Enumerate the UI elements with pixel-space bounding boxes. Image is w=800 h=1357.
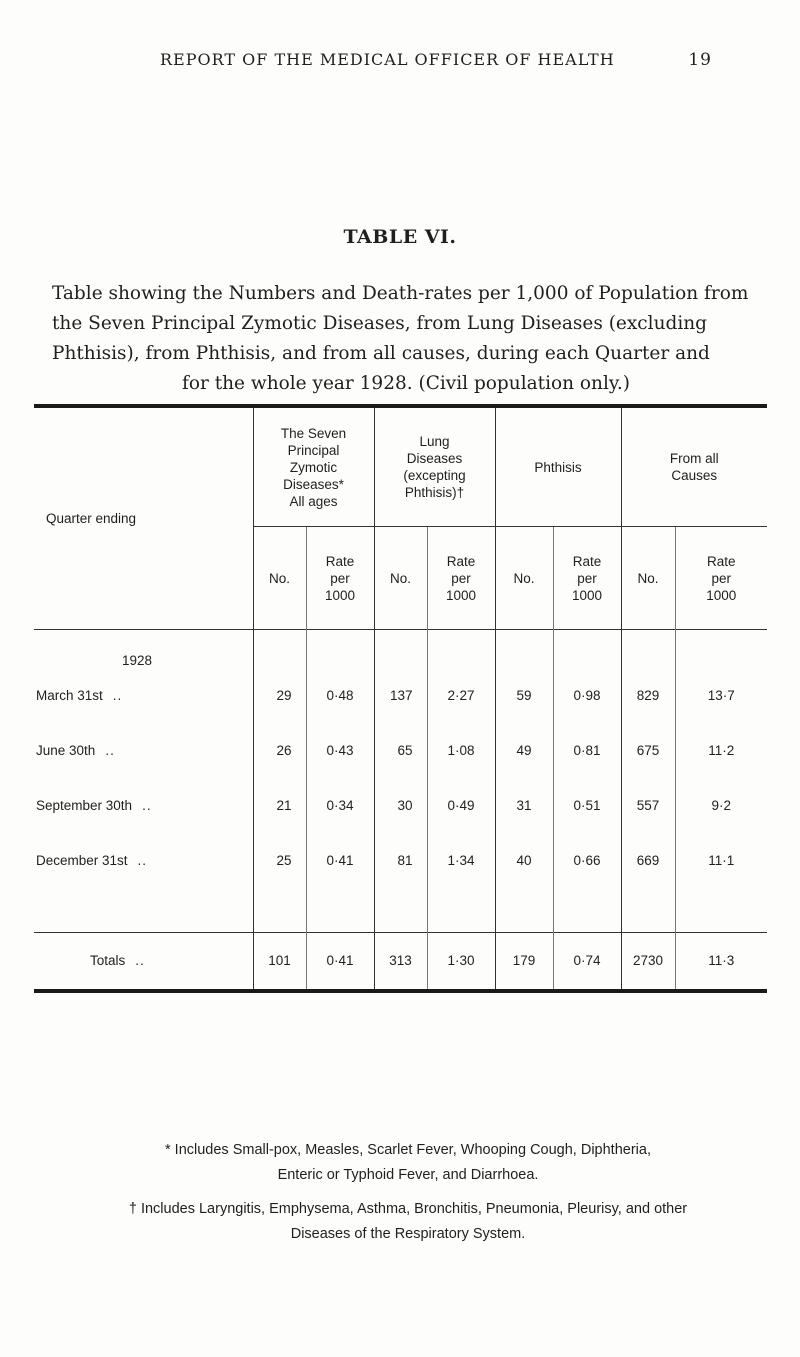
phthisis-no: 40 bbox=[495, 833, 553, 888]
zymotic-no: 29 bbox=[253, 668, 306, 723]
zymotic-header: The Seven Principal Zymotic Diseases* All ages bbox=[253, 406, 374, 527]
all-causes-header: From all Causes bbox=[621, 406, 767, 527]
all-no: 675 bbox=[621, 723, 675, 778]
zymotic-rate-header: Rate per 1000 bbox=[306, 527, 374, 630]
table-row bbox=[34, 833, 767, 888]
zymotic-no-header: No. bbox=[253, 527, 306, 630]
all-total-rate: 11·3 bbox=[675, 932, 767, 991]
phthisis-no: 59 bbox=[495, 668, 553, 723]
description-line: Table showing the Numbers and Death-rates per 1,000 of Population from bbox=[52, 283, 749, 304]
all-rate: 11·1 bbox=[675, 833, 767, 888]
year-label: 1928 bbox=[122, 652, 153, 668]
zymotic-no: 21 bbox=[253, 778, 306, 833]
zymotic-rate: 0·48 bbox=[306, 668, 374, 723]
phthisis-no-header: No. bbox=[495, 527, 553, 630]
zymotic-rate: 0·34 bbox=[306, 778, 374, 833]
lung-rate: 0·49 bbox=[427, 778, 495, 833]
table-row bbox=[34, 668, 767, 723]
all-total-no: 2730 bbox=[621, 932, 675, 991]
lung-diseases-header: Lung Diseases (excepting Phthisis)† bbox=[374, 406, 495, 527]
running-head-title: REPORT OF THE MEDICAL OFFICER OF HEALTH bbox=[160, 50, 615, 69]
lung-no: 137 bbox=[374, 668, 427, 723]
quarter-label: September 30th .. bbox=[36, 797, 152, 813]
lung-rate: 2·27 bbox=[427, 668, 495, 723]
phthisis-rate: 0·66 bbox=[553, 833, 621, 888]
lung-no: 65 bbox=[374, 723, 427, 778]
description-line: for the whole year 1928. (Civil population only.) bbox=[181, 373, 630, 394]
lung-rate: 1·34 bbox=[427, 833, 495, 888]
lung-no: 30 bbox=[374, 778, 427, 833]
lung-total-no: 313 bbox=[374, 932, 427, 991]
phthisis-no: 31 bbox=[495, 778, 553, 833]
all-no: 557 bbox=[621, 778, 675, 833]
zymotic-no: 26 bbox=[253, 723, 306, 778]
quarter-label: December 31st .. bbox=[36, 852, 148, 868]
death-rates-table bbox=[34, 404, 767, 993]
quarter-ending-header: Quarter ending bbox=[34, 406, 253, 630]
table-title: TABLE VI. bbox=[343, 226, 457, 248]
lung-no-header: No. bbox=[374, 527, 427, 630]
all-no: 829 bbox=[621, 668, 675, 723]
quarter-label: June 30th .. bbox=[36, 742, 115, 758]
table-row bbox=[34, 723, 767, 778]
all-rate-header: Rate per 1000 bbox=[675, 527, 767, 630]
phthisis-no: 49 bbox=[495, 723, 553, 778]
phthisis-rate: 0·98 bbox=[553, 668, 621, 723]
phthisis-rate: 0·81 bbox=[553, 723, 621, 778]
table-description bbox=[52, 279, 760, 399]
zymotic-total-rate: 0·41 bbox=[306, 932, 374, 991]
lung-rate-header: Rate per 1000 bbox=[427, 527, 495, 630]
running-head bbox=[160, 50, 712, 70]
phthisis-header: Phthisis bbox=[495, 406, 621, 527]
description-line: the Seven Principal Zymotic Diseases, from Lung Diseases (excluding bbox=[52, 313, 707, 334]
description-line: Phthisis), from Phthisis, and from all causes, during each Quarter and bbox=[52, 343, 710, 364]
zymotic-no: 25 bbox=[253, 833, 306, 888]
footnotes bbox=[78, 1138, 738, 1256]
all-no-header: No. bbox=[621, 527, 675, 630]
zymotic-rate: 0·41 bbox=[306, 833, 374, 888]
all-rate: 13·7 bbox=[675, 668, 767, 723]
footnote-zymotic: * Includes Small-pox, Measles, Scarlet Fever, Whooping Cough, Diphtheria, Enteric or Typhoid Fever, and Diarrhoea. bbox=[165, 1142, 651, 1183]
all-rate: 11·2 bbox=[675, 723, 767, 778]
quarter-label: March 31st .. bbox=[36, 687, 123, 703]
lung-no: 81 bbox=[374, 833, 427, 888]
phthisis-total-no: 179 bbox=[495, 932, 553, 991]
totals-label: Totals .. bbox=[34, 932, 253, 991]
page-number: 19 bbox=[688, 50, 712, 70]
lung-total-rate: 1·30 bbox=[427, 932, 495, 991]
table-row bbox=[34, 778, 767, 833]
all-no: 669 bbox=[621, 833, 675, 888]
footnote-lung: † Includes Laryngitis, Emphysema, Asthma, Bronchitis, Pneumonia, Pleurisy, and other Diseases of the Respiratory System. bbox=[128, 1201, 688, 1242]
all-rate: 9·2 bbox=[675, 778, 767, 833]
totals-row bbox=[34, 932, 767, 991]
phthisis-total-rate: 0·74 bbox=[553, 932, 621, 991]
lung-rate: 1·08 bbox=[427, 723, 495, 778]
zymotic-total-no: 101 bbox=[253, 932, 306, 991]
phthisis-rate-header: Rate per 1000 bbox=[553, 527, 621, 630]
zymotic-rate: 0·43 bbox=[306, 723, 374, 778]
phthisis-rate: 0·51 bbox=[553, 778, 621, 833]
